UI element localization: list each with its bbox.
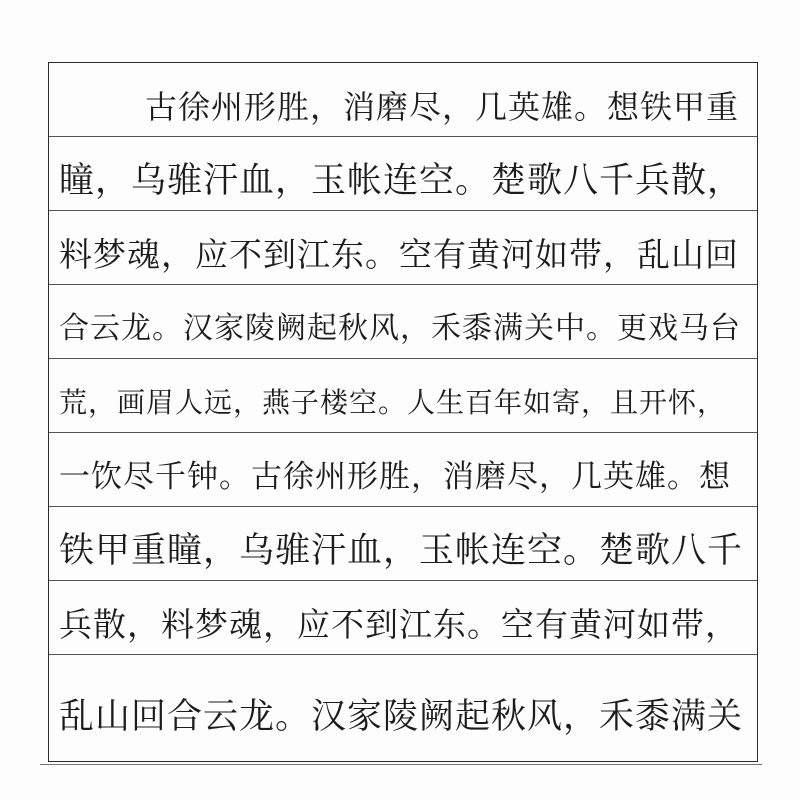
line-text: 一饮尽千钟。古徐州形胜，消磨尽，几英雄。想 [59,459,731,495]
writing-line-2 [49,137,757,211]
writing-line-8 [49,581,757,655]
writing-line-6 [49,433,757,507]
line-text: 瞳，乌骓汗血，玉帐连空。楚歌八千兵散， [59,161,744,201]
line-text: 铁甲重瞳，乌骓汗血，玉帐连空。楚歌八千 [59,531,744,571]
line-text: 荒，画眉人远，燕子楼空。人生百年如寄，且开怀， [59,386,727,419]
lined-writing-frame [48,62,758,762]
line-text: 合云龙。汉家陵阙起秋风，禾黍满关中。更戏马台 [59,311,741,346]
writing-line-9 [49,655,757,760]
writing-line-7 [49,507,757,581]
writing-line-5 [49,359,757,433]
writing-line-1 [49,63,757,137]
line-text: 古徐州形胜，消磨尽，几英雄。想铁甲重 [145,88,740,126]
line-text: 乱山回合云龙。汉家陵阙起秋风，禾黍满关 [59,697,744,737]
line-text: 料梦魂，应不到江东。空有黄河如带，乱山回 [59,235,739,274]
writing-line-3 [49,211,757,285]
writing-line-4 [49,285,757,359]
line-text: 兵散，料梦魂，应不到江东。空有黄河如带， [59,605,739,644]
bottom-rule [40,764,762,765]
